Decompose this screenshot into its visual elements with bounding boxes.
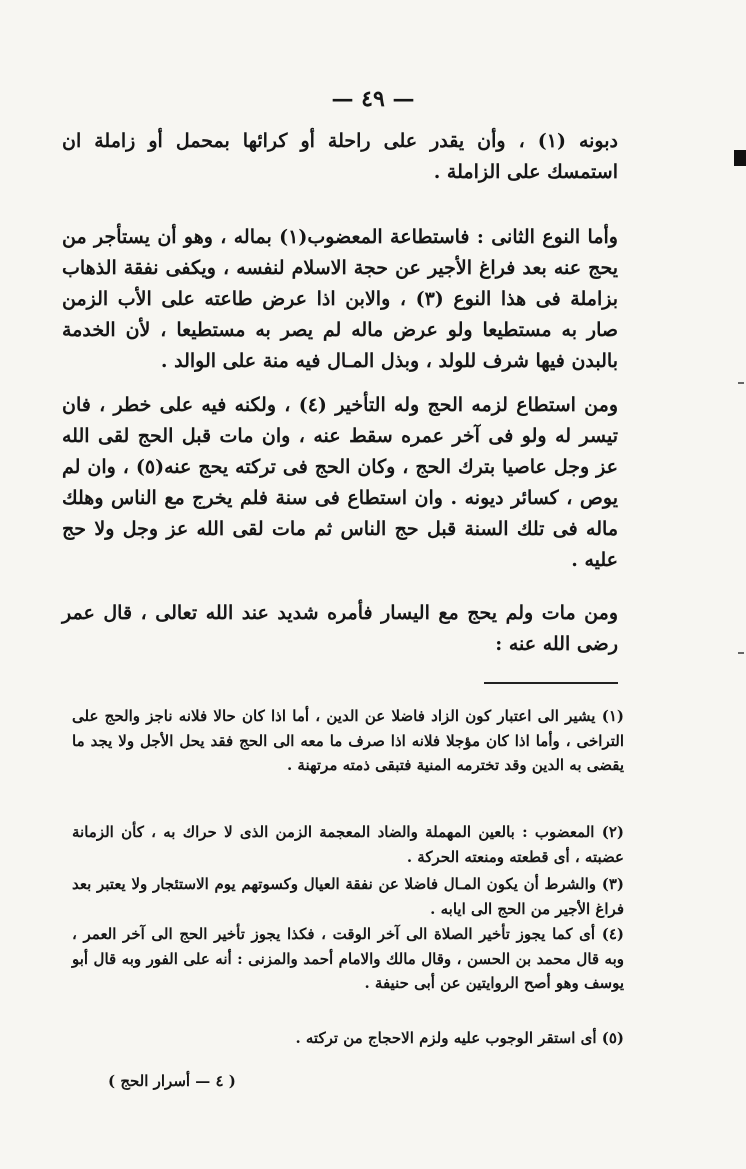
page-number: — ٤٩ —: [331, 86, 415, 112]
footnote-4: (٤) أى كما يجوز تأخير الصلاة الى آخر الوقت ، فكذا يجوز تأخير الحج الى آخر العمر ، وبه قال محمد بن الحسن ، وقال مالك والامام أحمد والمزنى : أنه على الفور وبه قال أبو يوسف وهو أصح الروايتين عن أبى حنيفة .: [72, 925, 624, 992]
footnote-5: (٥) أى استقر الوجوب عليه ولزم الاحجاج من تركته .: [295, 1029, 624, 1047]
scan-edge-tick: [738, 652, 744, 654]
paragraph-4: ومن مات ولم يحج مع اليسار فأمره شديد عند الله تعالى ، قال عمر رضى الله عنه :: [62, 602, 618, 655]
footnote-1: (١) يشير الى اعتبار كون الزاد فاضلا عن الدين ، أما اذا كان حالا فلانه ناجز والحج على التراخى ، وأما اذا كان مؤجلا فلانه اذا صرف ما معه الى الحج فقد يحل الأجل ولا يجد ما يقضى به الدين وقد تخترمه المنية فتبقى ذمته مرتهنة .: [72, 707, 624, 774]
paragraph-2: وأما النوع الثانى : فاستطاعة المعضوب(١) بماله ، وهو أن يستأجر من يحج عنه بعد فراغ الأجير عن حجة الاسلام لنفسه ، ويكفى نفقة الذهاب بزاملة فى هذا النوع (٣) ، والابن اذا عرض طاعته على الأب الزمن صار به مستطيعا ولو عرض ماله لم يصر به مستطيعا ، لأن الخدمة بالبدن فيها شرف للولد ، وبذل المـال فيه منة على الوالد .: [62, 226, 618, 372]
scan-edge-mark: [734, 150, 746, 166]
footnote-3: (٣) والشرط أن يكون المـال فاضلا عن نفقة العيال وكسوتهم يوم الاستئجار ولا يعتبر بعد فراغ الأجير من الحج الى ايابه .: [72, 875, 624, 918]
book-signature: ( ٤ — أسرار الحج ): [108, 1072, 236, 1090]
paragraph-1: دبونه (١) ، وأن يقدر على راحلة أو كرائها بمحمل أو زاملة ان استمسك على الزاملة .: [62, 130, 619, 183]
paragraph-3: ومن استطاع لزمه الحج وله التأخير (٤) ، ولكنه فيه على خطر ، فان تيسر له ولو فى آخر عمره سقط عنه ، وان مات قبل الحج لقى الله عز وجل عاصيا بترك الحج ، وكان الحج فى تركته يحج عنه(٥) ، وان لم يوص ، كسائر ديونه . وان استطاع فى سنة فلم يخرج مع الناس وهلك ماله فى تلك السنة قبل حج الناس ثم مات لقى الله عز وجل ولا حج عليه .: [62, 394, 618, 571]
footnote-separator: [484, 682, 618, 684]
footnote-2: (٢) المعضوب : بالعين المهملة والضاد المعجمة الزمن الذى لا حراك به ، كأن الزمانة عضبته ، أى قطعته ومنعته الحركة .: [72, 823, 624, 866]
scan-edge-tick: [738, 382, 744, 384]
